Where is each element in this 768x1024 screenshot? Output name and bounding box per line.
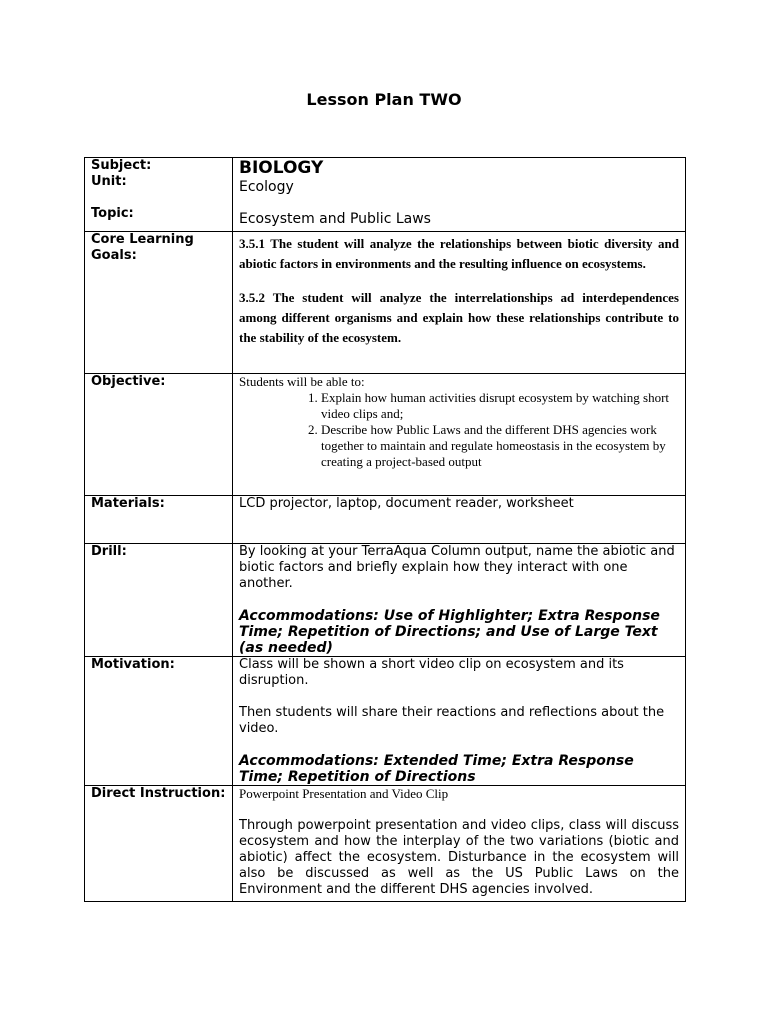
direct-instruction-intro: Powerpoint Presentation and Video Clip [239, 786, 449, 801]
goals-cell [233, 232, 686, 374]
page-title: Lesson Plan TWO [306, 90, 462, 109]
motivation-cell [233, 657, 686, 786]
table-row [85, 544, 686, 657]
objective-cell [233, 374, 686, 496]
objective-intro: Students will be able to: [239, 374, 365, 389]
drill-cell [233, 544, 686, 657]
goal-item: 3.5.2 The student will analyze the interrelationships ad interdependences among different organisms and explain how these relationships contribute to the stability of the ecosystem. [239, 290, 679, 345]
unit-value: Ecology [239, 179, 294, 195]
subject-label: Subject: [91, 158, 152, 173]
subject-labels-cell [85, 158, 233, 232]
drill-accommodations: Accommodations: Use of Highlighter; Extra Response Time; Repetition of Directions; and Use of Large Text (as needed) [239, 608, 660, 656]
direct-instruction-label: Direct Instruction: [85, 786, 233, 902]
table-row [85, 657, 686, 786]
subject-values-cell [233, 158, 686, 232]
direct-instruction-text: Through powerpoint presentation and video clips, class will discuss ecosystem and how the interplay of the two variations (biotic and abiotic) affect the ecosystem. Disturbance in the ecosystem will also be discussed as well as the US Public Laws on the Environment and the different DHS agencies involved. [239, 818, 679, 897]
objective-label: Objective: [85, 374, 233, 496]
topic-value: Ecosystem and Public Laws [239, 211, 431, 227]
goal-item: 3.5.1 The student will analyze the relationships between biotic diversity and abiotic factors in environments and the resulting influence on ecosystems. [239, 236, 679, 271]
unit-label: Unit: [91, 174, 127, 189]
objective-item: 2. Describe how Public Laws and the different DHS agencies work together to maintain and regulate homeostasis in the ecosystem by creating a project-based output [321, 422, 679, 470]
lesson-plan-table [84, 157, 686, 902]
table-row [85, 786, 686, 902]
drill-text: By looking at your TerraAqua Column output, name the abiotic and biotic factors and briefly explain how they interact with one another. [239, 544, 675, 591]
materials-value: LCD projector, laptop, document reader, worksheet [233, 496, 686, 544]
motivation-label: Motivation: [85, 657, 233, 786]
table-row [85, 374, 686, 496]
motivation-text: Then students will share their reactions and reflections about the video. [239, 705, 665, 736]
table-row [85, 496, 686, 544]
objective-item: 1. Explain how human activities disrupt ecosystem by watching short video clips and; [321, 390, 679, 422]
materials-label: Materials: [85, 496, 233, 544]
motivation-text: Class will be shown a short video clip on ecosystem and its disruption. [239, 657, 624, 688]
topic-label: Topic: [91, 206, 134, 221]
drill-label: Drill: [85, 544, 233, 657]
table-row [85, 232, 686, 374]
table-row [85, 158, 686, 232]
subject-value: BIOLOGY [239, 158, 324, 178]
goals-label: Core Learning Goals: [85, 232, 233, 374]
direct-instruction-cell [233, 786, 686, 902]
motivation-accommodations: Accommodations: Extended Time; Extra Response Time; Repetition of Directions [239, 753, 634, 785]
